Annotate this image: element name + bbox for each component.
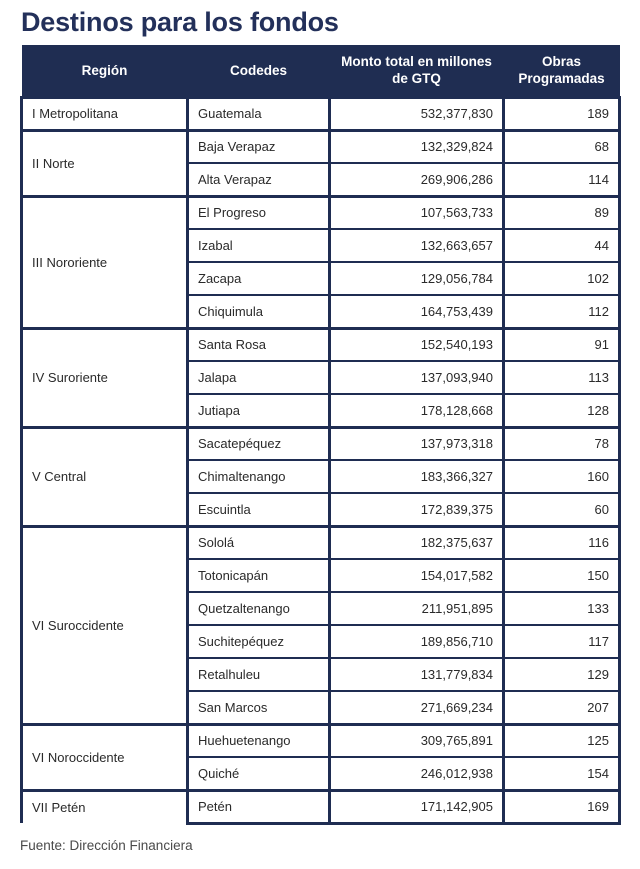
fondos-table [20, 45, 621, 825]
cell-codede: San Marcos [188, 691, 330, 724]
source-note: Fuente: Dirección Financiera [20, 838, 193, 853]
cell-monto: 154,017,582 [330, 559, 504, 592]
cell-obras: 89 [504, 196, 620, 229]
cell-monto: 129,056,784 [330, 262, 504, 295]
cell-obras: 154 [504, 757, 620, 790]
cell-monto: 137,973,318 [330, 427, 504, 460]
column-header-region: Región [22, 45, 188, 97]
fondos-table-container [20, 45, 618, 825]
table-row [22, 130, 620, 163]
cell-region: II Norte [22, 130, 188, 196]
cell-obras: 150 [504, 559, 620, 592]
cell-monto: 532,377,830 [330, 97, 504, 130]
cell-obras: 44 [504, 229, 620, 262]
cell-codede: Quiché [188, 757, 330, 790]
cell-obras: 78 [504, 427, 620, 460]
cell-monto: 131,779,834 [330, 658, 504, 691]
cell-monto: 132,329,824 [330, 130, 504, 163]
cell-region: III Nororiente [22, 196, 188, 328]
cell-monto: 132,663,657 [330, 229, 504, 262]
column-header-codedes: Codedes [188, 45, 330, 97]
table-row [22, 97, 620, 130]
column-header-obras: Obras Programadas [504, 45, 620, 97]
cell-codede: Suchitepéquez [188, 625, 330, 658]
cell-codede: Guatemala [188, 97, 330, 130]
cell-obras: 91 [504, 328, 620, 361]
table-row [22, 427, 620, 460]
cell-obras: 189 [504, 97, 620, 130]
column-header-monto: Monto total en millones de GTQ [330, 45, 504, 97]
cell-codede: Jutiapa [188, 394, 330, 427]
cell-obras: 128 [504, 394, 620, 427]
cell-monto: 189,856,710 [330, 625, 504, 658]
cell-region: VII Petén [22, 790, 188, 823]
cell-codede: Chiquimula [188, 295, 330, 328]
cell-monto: 269,906,286 [330, 163, 504, 196]
table-row [22, 196, 620, 229]
cell-codede: Baja Verapaz [188, 130, 330, 163]
cell-obras: 129 [504, 658, 620, 691]
cell-codede: Jalapa [188, 361, 330, 394]
cell-obras: 117 [504, 625, 620, 658]
cell-obras: 207 [504, 691, 620, 724]
cell-codede: Huehuetenango [188, 724, 330, 757]
cell-monto: 271,669,234 [330, 691, 504, 724]
cell-obras: 114 [504, 163, 620, 196]
table-header-row [22, 45, 620, 97]
cell-monto: 137,093,940 [330, 361, 504, 394]
cell-codede: Santa Rosa [188, 328, 330, 361]
cell-codede: Chimaltenango [188, 460, 330, 493]
cell-codede: Totonicapán [188, 559, 330, 592]
cell-obras: 102 [504, 262, 620, 295]
cell-codede: Alta Verapaz [188, 163, 330, 196]
table-body [22, 97, 620, 823]
cell-obras: 133 [504, 592, 620, 625]
cell-codede: Petén [188, 790, 330, 823]
cell-codede: Izabal [188, 229, 330, 262]
cell-monto: 152,540,193 [330, 328, 504, 361]
cell-monto: 246,012,938 [330, 757, 504, 790]
page-title: Destinos para los fondos [21, 7, 339, 37]
cell-obras: 112 [504, 295, 620, 328]
cell-obras: 68 [504, 130, 620, 163]
cell-codede: Sololá [188, 526, 330, 559]
cell-codede: Sacatepéquez [188, 427, 330, 460]
cell-obras: 169 [504, 790, 620, 823]
cell-region: V Central [22, 427, 188, 526]
cell-obras: 113 [504, 361, 620, 394]
cell-region: VI Noroccidente [22, 724, 188, 790]
cell-monto: 172,839,375 [330, 493, 504, 526]
table-row [22, 526, 620, 559]
table-header [22, 45, 620, 97]
cell-obras: 125 [504, 724, 620, 757]
table-row [22, 790, 620, 823]
cell-codede: Quetzaltenango [188, 592, 330, 625]
cell-region: I Metropolitana [22, 97, 188, 130]
cell-monto: 178,128,668 [330, 394, 504, 427]
cell-monto: 182,375,637 [330, 526, 504, 559]
cell-codede: Zacapa [188, 262, 330, 295]
cell-region: IV Suroriente [22, 328, 188, 427]
cell-monto: 107,563,733 [330, 196, 504, 229]
cell-obras: 116 [504, 526, 620, 559]
table-row [22, 328, 620, 361]
cell-codede: El Progreso [188, 196, 330, 229]
table-row [22, 724, 620, 757]
cell-codede: Retalhuleu [188, 658, 330, 691]
cell-monto: 309,765,891 [330, 724, 504, 757]
cell-region: VI Suroccidente [22, 526, 188, 724]
cell-monto: 211,951,895 [330, 592, 504, 625]
cell-obras: 60 [504, 493, 620, 526]
cell-monto: 164,753,439 [330, 295, 504, 328]
cell-obras: 160 [504, 460, 620, 493]
cell-monto: 183,366,327 [330, 460, 504, 493]
cell-codede: Escuintla [188, 493, 330, 526]
cell-monto: 171,142,905 [330, 790, 504, 823]
